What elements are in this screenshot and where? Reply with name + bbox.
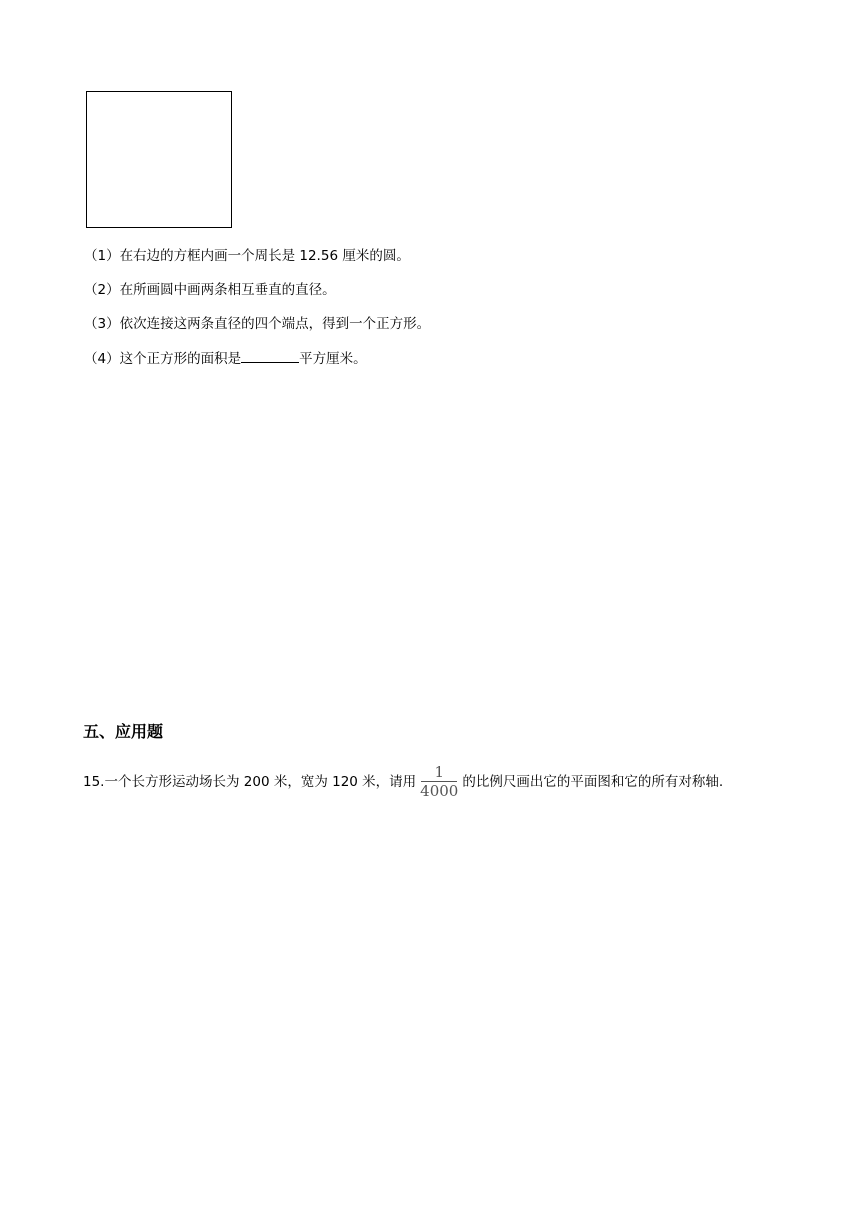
step-2: （2）在所画圆中画两条相互垂直的直径。: [84, 282, 336, 298]
question-15: [83, 764, 723, 799]
fraction-denominator: 4000: [420, 782, 459, 800]
step-3: （3）依次连接这两条直径的四个端点，得到一个正方形。: [84, 316, 431, 332]
step-1: （1）在右边的方框内画一个周长是 12.56 厘米的圆。: [84, 248, 410, 264]
section-title: 五、应用题: [83, 722, 164, 741]
drawing-square-box: [86, 91, 232, 228]
answer-blank[interactable]: [241, 349, 299, 363]
scale-fraction: [418, 764, 460, 799]
question-15-text-after: 的比例尺画出它的平面图和它的所有对称轴.: [462, 773, 724, 790]
step-4: [84, 349, 367, 368]
step-4-suffix: 平方厘米。: [299, 351, 367, 367]
step-4-prefix: （4）这个正方形的面积是: [84, 351, 242, 367]
fraction-numerator: 1: [434, 763, 445, 781]
question-15-text-before: 15.一个长方形运动场长为 200 米，宽为 120 米，请用: [83, 773, 417, 790]
